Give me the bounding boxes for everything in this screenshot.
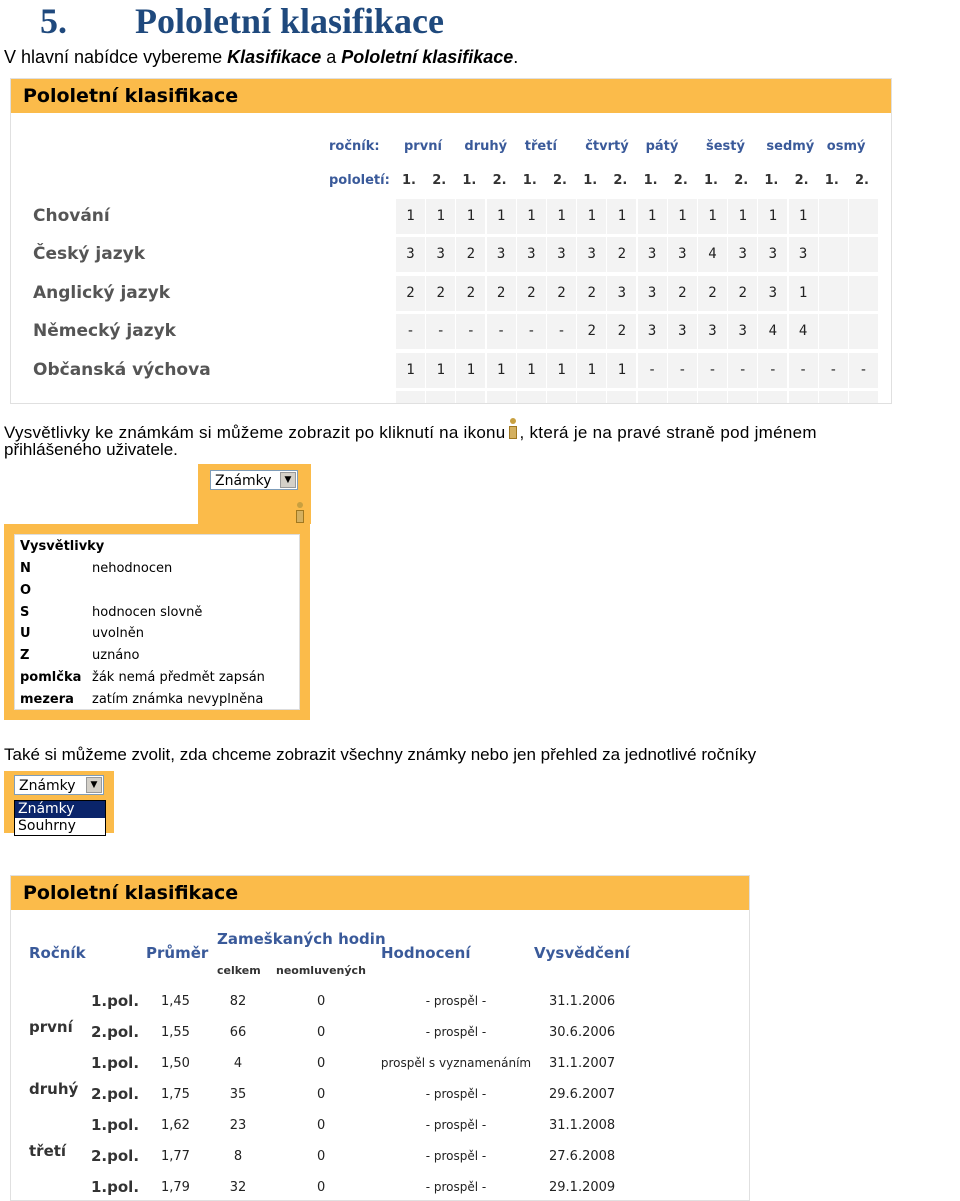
- grade-cell: 2: [607, 237, 636, 272]
- legend-key: Z: [20, 648, 30, 664]
- col-rocnik: Ročník: [29, 944, 86, 962]
- grade-cell: 1: [517, 353, 546, 388]
- grade-cell: -: [426, 314, 455, 349]
- grade-cell: -: [819, 353, 848, 388]
- section-title: Pololetní klasifikace: [135, 1, 444, 41]
- half-header: 2.: [794, 173, 809, 188]
- grade-cell: 3: [728, 314, 757, 349]
- pololeti: 2.pol.: [91, 1147, 140, 1165]
- year-header: sedmý: [766, 139, 815, 154]
- legend-explanation-line2: přihlášeného uživatele.: [4, 440, 178, 459]
- chevron-down-icon: ▼: [86, 777, 102, 793]
- subject-name: Anglický jazyk: [33, 282, 171, 303]
- col-zameskanych-hodin: Zameškaných hodin: [217, 930, 386, 948]
- absence-total: 23: [229, 1118, 247, 1133]
- average: 1,79: [161, 1180, 190, 1195]
- grade-cell: 2: [547, 276, 576, 311]
- col-prumer: Průměr: [146, 944, 209, 962]
- col-neomluvenych: neomluvených: [276, 964, 366, 977]
- absence-unexcused: 0: [317, 1180, 326, 1195]
- year-label: druhý: [29, 1080, 79, 1098]
- grade-cell: 1: [607, 199, 636, 234]
- grade-cell: [819, 276, 848, 311]
- legend-row: [20, 583, 92, 598]
- absence-unexcused: 0: [317, 1025, 326, 1040]
- evaluation: - prospěl -: [425, 1087, 487, 1101]
- grade-cell: 3: [607, 276, 636, 311]
- subject-name: Občanská výchova: [33, 359, 211, 380]
- grade-cell: -: [849, 353, 878, 388]
- grade-cell: 1: [456, 199, 485, 234]
- pololeti: 2.pol.: [91, 1085, 140, 1103]
- legend-key: U: [20, 626, 31, 642]
- pololeti: 1.pol.: [91, 992, 140, 1010]
- legend-value: žák nemá předmět zapsán: [92, 670, 265, 685]
- grade-cell: 2: [396, 276, 425, 311]
- grade-cell: 2: [577, 276, 606, 311]
- half-header: 2.: [855, 173, 869, 188]
- grade-cell: [849, 391, 878, 404]
- intro-suffix: .: [513, 47, 519, 67]
- evaluation: - prospěl -: [425, 994, 487, 1008]
- grade-cell: 1: [638, 199, 667, 234]
- report-date: 29.6.2007: [549, 1087, 616, 1102]
- pololeti-label: pololetí:: [329, 173, 390, 188]
- grade-cell: [517, 391, 546, 404]
- pololeti: 1.pol.: [91, 1116, 140, 1134]
- grade-cell: [758, 391, 787, 404]
- grade-cell: 1: [547, 353, 576, 388]
- grade-cell: 1: [396, 199, 425, 234]
- pololeti: 1.pol.: [91, 1178, 140, 1196]
- grade-cell: 3: [396, 237, 425, 272]
- legend-box: [4, 524, 310, 720]
- menu-item-pololetni-klasifikace: Pololetní klasifikace: [341, 47, 514, 67]
- absence-total: 35: [229, 1087, 247, 1102]
- grade-cell: [849, 276, 878, 311]
- grade-cell: 1: [577, 353, 606, 388]
- grade-cell: [456, 391, 485, 404]
- report-date: 31.1.2006: [549, 994, 616, 1009]
- absence-unexcused: 0: [317, 1118, 326, 1133]
- grade-cell: 3: [638, 237, 667, 272]
- absence-total: 66: [229, 1025, 247, 1040]
- grade-cell: [638, 391, 667, 404]
- grade-cell: [396, 391, 425, 404]
- grade-cell: 2: [426, 276, 455, 311]
- absence-total: 8: [233, 1149, 243, 1164]
- year-header: čtvrtý: [585, 139, 629, 154]
- evaluation: - prospěl -: [425, 1025, 487, 1039]
- subject-name: Český jazyk: [33, 244, 146, 265]
- grade-cell: 1: [517, 199, 546, 234]
- col-vysvedceni: Vysvědčení: [534, 944, 630, 962]
- grade-cell: -: [668, 353, 697, 388]
- grade-cell: [577, 391, 606, 404]
- grade-cell: 3: [698, 314, 727, 349]
- grade-cell: 1: [426, 353, 455, 388]
- half-header: 2.: [613, 173, 628, 188]
- grade-cell: 1: [789, 199, 818, 234]
- absence-total: 4: [233, 1056, 243, 1071]
- grade-cell: 3: [577, 237, 606, 272]
- grade-cell: [728, 391, 757, 404]
- average: 1,45: [161, 994, 190, 1009]
- legend-row: [20, 648, 139, 663]
- subject-name: Chování: [33, 206, 110, 226]
- col-celkem: celkem: [217, 964, 261, 977]
- option-znamky[interactable]: Známky: [15, 801, 105, 818]
- legend-key: O: [20, 582, 32, 598]
- grade-cell: 1: [456, 353, 485, 388]
- half-header: 1.: [764, 173, 779, 188]
- grade-cell: [819, 391, 848, 404]
- grade-cell: [426, 391, 455, 404]
- half-header: 2.: [553, 173, 567, 188]
- intro-text: [4, 47, 518, 68]
- section-number: 5.: [40, 1, 67, 41]
- average: 1,50: [161, 1056, 190, 1071]
- subject-name: Německý jazyk: [33, 321, 176, 342]
- grade-cell: 1: [426, 199, 455, 234]
- year-header: třetí: [524, 139, 557, 154]
- report-date: 31.1.2007: [549, 1056, 616, 1071]
- grade-cell: [547, 391, 576, 404]
- grade-cell: -: [789, 353, 818, 388]
- grade-cell: [487, 391, 516, 404]
- legend-row: [20, 626, 144, 641]
- grade-cell: [849, 314, 878, 349]
- legend-value: hodnocen slovně: [92, 604, 203, 620]
- grade-cell: 2: [456, 237, 485, 272]
- legend-value: nehodnocen: [92, 561, 173, 576]
- grade-cell: 4: [789, 314, 818, 349]
- half-header: 1.: [522, 173, 537, 188]
- grade-cell: 1: [668, 199, 697, 234]
- view-select-value: Známky: [215, 473, 272, 489]
- average: 1,77: [161, 1149, 190, 1164]
- legend-key: N: [20, 561, 31, 576]
- grade-cell: [849, 199, 878, 234]
- grade-cell: -: [758, 353, 787, 388]
- view-select-open-value: Známky: [19, 778, 76, 794]
- absence-total: 32: [229, 1180, 247, 1195]
- grade-cell: 1: [698, 199, 727, 234]
- grade-cell: 1: [789, 276, 818, 311]
- absence-unexcused: 0: [317, 1056, 326, 1071]
- report-date: 27.6.2008: [549, 1149, 616, 1164]
- average: 1,62: [161, 1118, 190, 1133]
- year-header: šestý: [706, 139, 745, 154]
- panel2-title: Pololetní klasifikace: [11, 876, 749, 910]
- grade-cell: [668, 391, 697, 404]
- legend-text-a: Vysvětlivky ke známkám si můžeme zobrazit po kliknutí na ikonu: [4, 423, 506, 442]
- grade-cell: [789, 391, 818, 404]
- grade-cell: 2: [487, 276, 516, 311]
- legend-key: S: [20, 604, 30, 620]
- intro-prefix: V hlavní nabídce vybereme: [4, 47, 228, 67]
- grade-cell: 3: [517, 237, 546, 272]
- grade-cell: -: [698, 353, 727, 388]
- panel-title: Pololetní klasifikace: [11, 79, 891, 113]
- view-choice-text: Také si můžeme zvolit, zda chceme zobrazit všechny známky nebo jen přehled za jednotlivé ročníky: [4, 745, 757, 764]
- legend-value: zatím známka nevyplněna: [92, 691, 264, 707]
- grade-cell: -: [638, 353, 667, 388]
- half-header: 1.: [402, 173, 416, 188]
- grade-cell: 2: [577, 314, 606, 349]
- legend-value: uznáno: [92, 648, 140, 664]
- col-hodnoceni: Hodnocení: [381, 944, 471, 962]
- report-date: 29.1.2009: [549, 1180, 616, 1195]
- legend-row: [20, 605, 202, 620]
- absence-unexcused: 0: [317, 1087, 326, 1102]
- report-date: 30.6.2006: [549, 1025, 616, 1040]
- grade-cell: [698, 391, 727, 404]
- year-label: třetí: [29, 1142, 67, 1160]
- view-select-open[interactable]: [14, 775, 104, 795]
- view-select[interactable]: [210, 470, 298, 490]
- half-header: 1.: [643, 173, 658, 188]
- half-header: 2.: [492, 173, 507, 188]
- grade-cell: 3: [668, 314, 697, 349]
- legend-key: pomlčka: [20, 670, 82, 685]
- grade-cell: 3: [728, 237, 757, 272]
- grade-cell: [819, 314, 848, 349]
- half-header: 2.: [734, 173, 749, 188]
- grade-cell: 2: [668, 276, 697, 311]
- grades-panel: [10, 78, 892, 404]
- average: 1,55: [161, 1025, 190, 1040]
- grade-cell: -: [396, 314, 425, 349]
- absence-unexcused: 0: [317, 994, 326, 1009]
- grade-cell: [607, 391, 636, 404]
- grade-cell: 2: [728, 276, 757, 311]
- section-heading: [40, 0, 444, 42]
- absence-total: 82: [229, 994, 247, 1009]
- grade-cell: 2: [698, 276, 727, 311]
- grade-cell: 1: [577, 199, 606, 234]
- grade-cell: -: [547, 314, 576, 349]
- view-select-expanded: [4, 771, 114, 833]
- legend-title: Vysvětlivky: [20, 539, 105, 554]
- grade-cell: 3: [758, 276, 787, 311]
- grade-cell: 4: [698, 237, 727, 272]
- grade-cell: [819, 199, 848, 234]
- pololeti: 2.pol.: [91, 1023, 140, 1041]
- grade-cell: 3: [547, 237, 576, 272]
- grade-cell: 2: [517, 276, 546, 311]
- chevron-down-icon: ▼: [280, 472, 296, 488]
- grade-cell: 1: [487, 199, 516, 234]
- grade-cell: -: [728, 353, 757, 388]
- legend-row: [20, 692, 263, 707]
- grade-cell: 3: [638, 314, 667, 349]
- half-header: 1.: [583, 173, 598, 188]
- year-header: osmý: [826, 139, 866, 154]
- evaluation: - prospěl -: [425, 1149, 487, 1163]
- report-date: 31.1.2008: [549, 1118, 616, 1133]
- grade-cell: [819, 237, 848, 272]
- grade-cell: 1: [547, 199, 576, 234]
- half-header: 1.: [462, 173, 477, 188]
- info-icon: [505, 418, 519, 440]
- evaluation: - prospěl -: [425, 1118, 487, 1132]
- average: 1,75: [161, 1087, 190, 1102]
- grade-cell: -: [456, 314, 485, 349]
- legend-info-icon[interactable]: [292, 502, 306, 524]
- grade-cell: 1: [396, 353, 425, 388]
- grade-cell: 3: [426, 237, 455, 272]
- year-header: pátý: [645, 139, 679, 154]
- grade-cell: [849, 237, 878, 272]
- half-header: 1.: [824, 173, 839, 188]
- legend-row: [20, 561, 172, 576]
- summary-panel: [10, 875, 750, 1201]
- legend-value: uvolněn: [92, 626, 144, 642]
- grade-cell: -: [517, 314, 546, 349]
- year-header: druhý: [464, 139, 508, 154]
- grade-cell: 1: [607, 353, 636, 388]
- legend-text-b: , která je na pravé straně pod jménem: [519, 423, 817, 442]
- legend-content: [14, 534, 300, 710]
- year-header: první: [404, 139, 442, 154]
- year-label: první: [29, 1018, 73, 1036]
- user-area: [198, 464, 311, 524]
- pololeti: 1.pol.: [91, 1054, 140, 1072]
- grade-cell: 3: [668, 237, 697, 272]
- grade-cell: 1: [728, 199, 757, 234]
- intro-mid: a: [321, 47, 342, 67]
- evaluation: - prospěl -: [425, 1180, 487, 1194]
- grade-cell: 1: [758, 199, 787, 234]
- grade-cell: 3: [789, 237, 818, 272]
- option-souhrny[interactable]: Souhrny: [18, 818, 76, 834]
- grade-cell: 2: [607, 314, 636, 349]
- grade-cell: 2: [456, 276, 485, 311]
- grade-cell: 1: [487, 353, 516, 388]
- half-header: 2.: [432, 173, 447, 188]
- legend-key: mezera: [20, 691, 74, 707]
- evaluation: prospěl s vyznamenáním: [380, 1056, 532, 1070]
- grade-cell: -: [487, 314, 516, 349]
- half-header: 2.: [673, 173, 688, 188]
- grade-cell: 3: [638, 276, 667, 311]
- legend-row: [20, 670, 265, 685]
- view-select-options: [14, 800, 106, 836]
- grade-cell: 4: [758, 314, 787, 349]
- grade-cell: 3: [487, 237, 516, 272]
- half-header: 1.: [704, 173, 718, 188]
- absence-unexcused: 0: [317, 1149, 326, 1164]
- menu-item-klasifikace: Klasifikace: [227, 47, 322, 67]
- rocnik-label: ročník:: [329, 139, 380, 154]
- grade-cell: 3: [758, 237, 787, 272]
